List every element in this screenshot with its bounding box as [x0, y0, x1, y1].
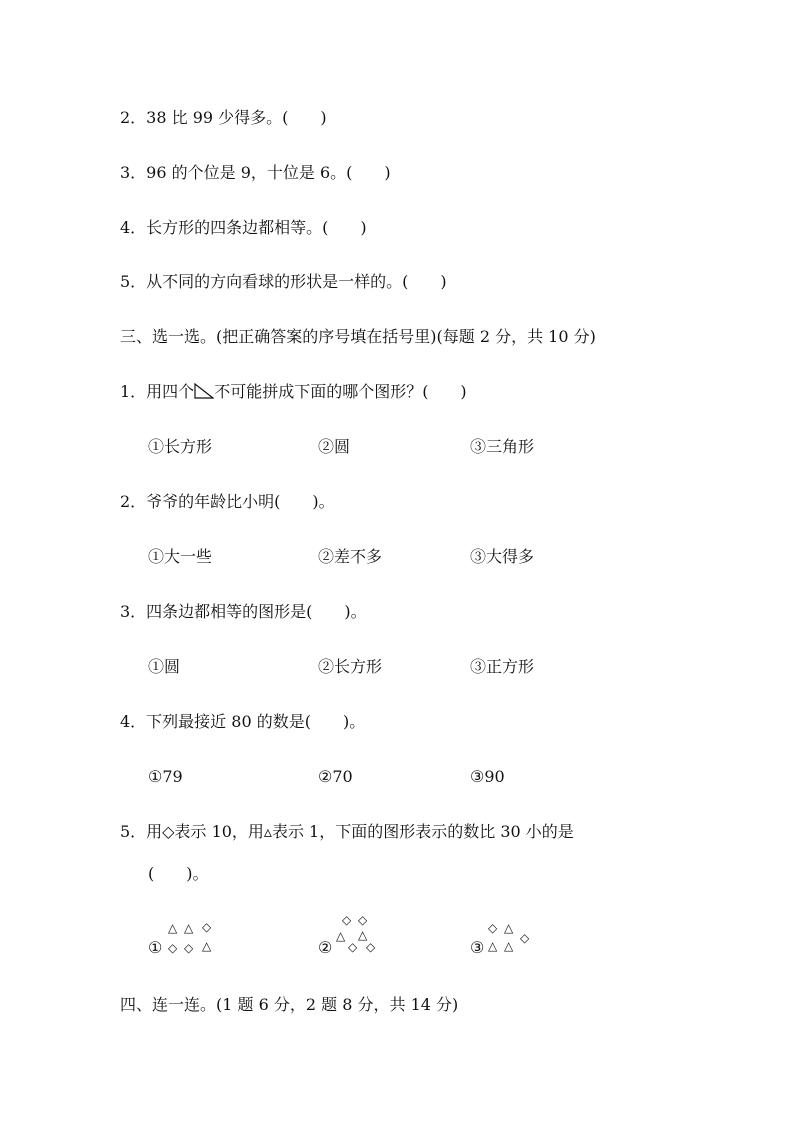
judge-item-4: 4．长方形的四条边都相等。( ): [120, 218, 367, 237]
triangle-icon: △: [488, 939, 498, 953]
diamond-icon: ◇: [358, 913, 368, 927]
q1-option-a: ①长方形: [148, 437, 213, 456]
q5-label-a: ①: [148, 938, 163, 957]
right-triangle-icon: [194, 383, 214, 399]
choice-q3: 3．四条边都相等的图形是( )。: [120, 602, 367, 621]
judge-item-5: 5．从不同的方向看球的形状是一样的。( ): [120, 272, 447, 291]
q5-figure-c: [486, 918, 540, 954]
q5-label-b: ②: [318, 938, 333, 957]
triangle-icon: △: [168, 921, 178, 935]
diamond-icon: ◇: [520, 931, 530, 945]
diamond-icon: ◇: [202, 920, 212, 934]
choice-q5: 5．用◇表示 10，用▵表示 1，下面的图形表示的数比 30 小的是: [120, 822, 574, 841]
q5-option-c: [470, 938, 484, 958]
q5-label-c: ③: [470, 938, 485, 957]
triangle-icon: △: [504, 939, 514, 953]
section3-heading: 三、选一选。(把正确答案的序号填在括号里)(每题 2 分，共 10 分): [120, 327, 596, 346]
q1-option-c: ③三角形: [470, 437, 535, 456]
q3-option-a: ①圆: [148, 657, 181, 676]
triangle-icon: △: [504, 921, 514, 935]
judge-item-3: 3．96 的个位是 9，十位是 6。( ): [120, 163, 391, 182]
q2-option-c: ③大得多: [470, 547, 535, 566]
choice-q5-blank: ( )。: [148, 864, 209, 883]
q3-option-b: ②长方形: [318, 657, 383, 676]
q5-figure-a: [164, 918, 224, 954]
triangle-icon: △: [336, 929, 346, 943]
q3-option-c: ③正方形: [470, 657, 535, 676]
diamond-icon: ◇: [184, 941, 194, 955]
choice-q4: 4．下列最接近 80 的数是( )。: [120, 712, 366, 731]
triangle-icon: △: [358, 928, 368, 942]
judge-item-2: 2．38 比 99 少得多。( ): [120, 108, 327, 127]
diamond-icon: ◇: [168, 941, 178, 955]
diamond-icon: ◇: [488, 921, 498, 935]
triangle-icon: △: [202, 939, 212, 953]
q1-option-b: ②圆: [318, 437, 351, 456]
diamond-icon: ◇: [366, 940, 376, 954]
section4-heading: 四、连一连。(1 题 6 分，2 题 8 分，共 14 分): [120, 995, 459, 1014]
q2-option-b: ②差不多: [318, 547, 383, 566]
q1-text-post: 不可能拼成下面的哪个图形？( ): [214, 382, 467, 401]
q4-option-c: ③90: [470, 767, 505, 786]
choice-q1: [120, 382, 467, 402]
choice-q2: 2．爷爷的年龄比小明( )。: [120, 492, 335, 511]
q4-option-b: ②70: [318, 767, 353, 786]
triangle-icon: △: [184, 921, 194, 935]
q2-option-a: ①大一些: [148, 547, 213, 566]
q5-option-a: [148, 938, 162, 958]
q1-text-pre: 1．用四个: [120, 382, 195, 401]
q5-option-b: [318, 938, 332, 958]
q4-option-a: ①79: [148, 767, 183, 786]
diamond-icon: ◇: [342, 913, 352, 927]
q5-figure-b: [334, 912, 384, 954]
diamond-icon: ◇: [348, 940, 358, 954]
